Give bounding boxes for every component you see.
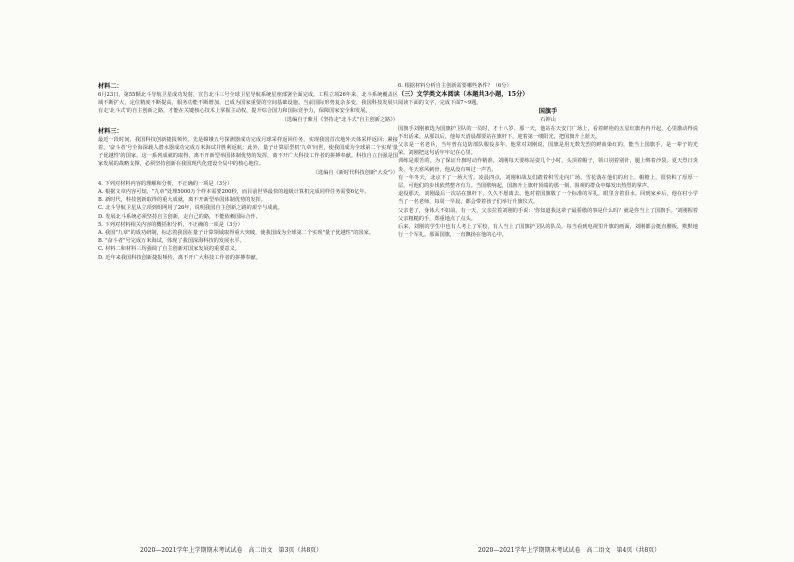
question-5-option-c: C. 材料二和材料三均强调了自主创新对国家发展的重要意义。: [98, 246, 240, 253]
material-3-title: 材料三：: [98, 127, 123, 135]
section-heading: （三）文学类文本阅读（本题共3小题，15分）: [398, 91, 529, 99]
question-4-option-b: B. 新时代，科技创新取得的重大成就，离不开新型举国体制优势的发挥。: [98, 197, 266, 204]
question-4-option-c: C. 北斗导航卫星从立项到组网用了26年，说明我国自主创新之路的艰辛与成就。: [98, 205, 283, 212]
material-3-source: （选编自《新时代科技创新"大众"》）: [312, 169, 398, 176]
question-4: 4. 下列对材料内容的理解和分析，不正确的一项是（3分）: [98, 180, 233, 187]
story-paragraph: 有一年冬天，北京下了一场大雪。凌晨四点，刘刚和战友们踏着积雪走向广场。雪花落在他们的肩上、帽檐上，很快积了厚厚一层，可他们的步伐依然整齐有力。当国歌响起，国旗升上旗杆顶端的那一刻，围观的群众中爆发出热烈的掌声。: [398, 174, 698, 190]
story-paragraph: 训练是艰苦的。为了保证升旗时动作精准，刘刚每天要练站姿几个小时，头顶着帽子，领口别着别针，腿上绑着沙袋。夏天烈日炎炎，冬天寒风刺骨，他从没有叫过一声苦。: [398, 158, 698, 173]
right-page: [398, 82, 698, 542]
question-5-option-b: B. "奋斗者"号完成万米海试，体现了我国深海科技的发展水平。: [98, 238, 245, 245]
story-author: 石钟山: [540, 117, 556, 124]
story-title: 国旗手: [538, 108, 558, 116]
story-paragraph: 后来，刘刚的学生中也有人考上了军校，有人当上了国旗护卫队的队员。每当看到电视里升旗的画面，刘刚都会挺直腰板，默默地行一个军礼。那面国旗，一直飘扬在他的心中。: [398, 224, 698, 239]
question-5-option-d: D. 近年来我国科技创新捷报频传，离不开广大科技工作者的拼搏奉献。: [98, 254, 261, 261]
question-5-option-a: A. 我国"九章"的成功研制，标志着我国在量子计算领域取得重大突破，使我国成为全球第二个实现"量子优越性"的国家。: [98, 230, 374, 237]
reading-instruction: 阅读下面的文字，完成下面7~9题。: [398, 100, 482, 107]
story-paragraph: 父亲是一名老兵，当年曾在边防部队服役多年。他常对刘刚说，国旗是用无数先烈的鲜血染红的，能当上国旗手，是一辈子的光荣。刘刚把这句话牢牢记在心里。: [398, 142, 698, 157]
material-2-title: 材料二：: [98, 83, 123, 90]
story-paragraph: 国旗手刘刚被选为国旗护卫队的一员时，才十八岁。那一天，他站在天安门广场上，看着鲜艳的五星红旗冉冉升起，心里激动得说不出话来。从那以后，他每天清晨都要站在旗杆下，迎着第一缕阳光，把国旗升上蓝天。: [398, 125, 698, 140]
material-3-body: 最近一段时间，我国科技创新捷报频传。先是嫦娥五号探测器成功完成月球采样返回任务，实现我国首次地外天体采样返回；紧接着，'奋斗者'号全海深载人潜水器成功完成万米海试并胜利返航；此外，量子计算原型机'九章'问世，使我国成为全球第二个实现'量子优越性'的国家。这一系列成就的取得，离不开新型举国体制优势的发挥，离不开广大科技工作者的拼搏奉献。科技自立自强是国家发展的战略支撑，必须坚持创新在我国现代化建设全局中的核心地位。: [98, 136, 398, 168]
material-2-body: 6月23日，第55颗北斗导航卫星成功发射，宣告北斗三号全球卫星导航系统星座部署全面完成。工程立项26年来，北斗系统覆盖区域不断扩大，定位精度不断提高，服务功能不断增加，已成为国家重要的空间基础设施。当前国际形势复杂多变，我国科技发展只有走'北斗式'的自主创新之路，才能在关键核心技术上掌握主动权，提升综合国力和国际竞争力，保障国家安全和发展。: [98, 92, 398, 115]
page-footer-right: 2020—2021学年上学期期末考试试卷 高二语文 第4页（共8页）: [478, 547, 661, 554]
question-5: 5. 下列对材料相关内容的概括和分析，不正确的一项是（3分）: [98, 221, 243, 228]
question-4-option-d: D. 发展北斗系统必须坚持自主创新，走自己的路，不能依赖国际合作。: [98, 213, 261, 220]
material-2-source: （选编自于紫月《坚持走"北斗式"自主创新之路》）: [281, 116, 398, 123]
story-paragraph: 退役那天，刘刚最后一次站在旗杆下，久久不愿离去。他对着国旗敬了一个标准的军礼，眼里含着泪水。回到家乡后，他在村小学当了一名老师，每周一早晨，都会带着孩子们举行升旗仪式。: [398, 191, 698, 206]
question-4-option-a: A. 根据文章内容可知，"九章"处理5000万个样本需要200秒，而目前世界最快的超级计算机完成同样任务需要6亿年。: [98, 189, 370, 196]
story-paragraph: 父亲老了，身体大不如前。有一天，父亲拉着刘刚的手说：'你知道我这辈子最骄傲的事是什么吗？就是你当上了国旗手。'刘刚握着父亲粗糙的手，郑重地点了点头。: [398, 207, 698, 222]
page-footer-left: 2020—2021学年上学期期末考试试卷 高二语文 第3页（共8页）: [140, 547, 323, 554]
left-page: [98, 82, 398, 542]
question-6: 6. 根据材料分析自主创新需要哪些条件？（6分）: [398, 83, 512, 89]
